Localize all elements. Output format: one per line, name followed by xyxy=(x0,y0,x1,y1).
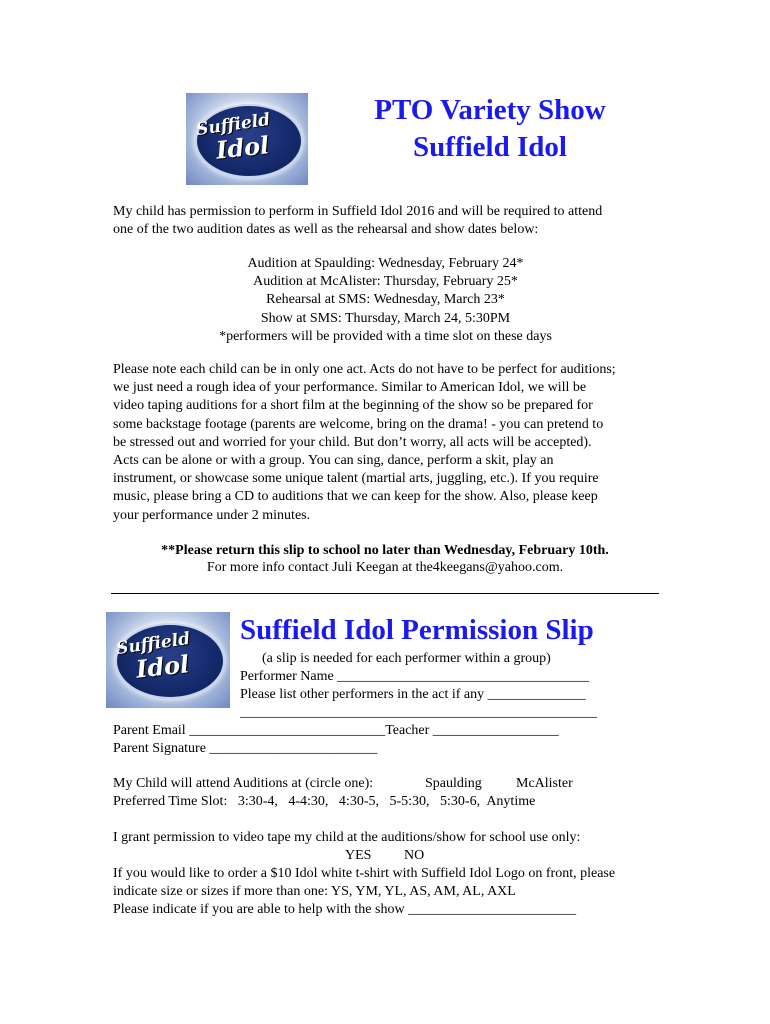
date-footnote: *performers will be provided with a time slot on these days xyxy=(219,328,552,344)
auditions-label: My Child will attend Auditions at (circle one): xyxy=(113,776,374,791)
note-line: some backstage footage (parents are welcome, bring on the drama! - you can pretend to xyxy=(113,416,604,432)
logo-text-idol: Idol xyxy=(214,130,271,165)
yes-option[interactable]: YES xyxy=(345,848,372,863)
note-line: Acts can be alone or with a group. You can sing, dance, perform a skit, play an xyxy=(113,453,554,469)
slip-subtitle: (a slip is needed for each performer within a group) xyxy=(262,651,551,666)
parent-email-teacher-field[interactable]: Parent Email ____________________________Teacher __________________ xyxy=(113,723,559,738)
return-note: **Please return this slip to school no later than Wednesday, February 10th. xyxy=(161,543,609,558)
date-item: Rehearsal at SMS: Wednesday, March 23* xyxy=(266,292,505,308)
audition-option-mcalister[interactable]: McAlister xyxy=(516,776,573,791)
slip-title: Suffield Idol Permission Slip xyxy=(240,614,594,646)
help-field[interactable]: Please indicate if you are able to help with the show ________________________ xyxy=(113,902,577,917)
logo-text-suffield: Suffield xyxy=(114,628,192,660)
page-subtitle: Suffield Idol xyxy=(413,131,567,163)
no-option[interactable]: NO xyxy=(404,848,425,863)
dates-list xyxy=(113,255,658,346)
suffield-idol-logo-small xyxy=(106,612,230,708)
parent-signature-field[interactable]: Parent Signature ________________________ xyxy=(113,741,378,756)
intro-line: My child has permission to perform in Suffield Idol 2016 and will be required to attend xyxy=(113,204,603,219)
other-performers-field[interactable]: Please list other performers in the act if any ______________ xyxy=(240,687,586,702)
other-performers-field-line2[interactable]: ___________________________________________________ xyxy=(240,705,597,720)
date-item: Audition at Spaulding: Wednesday, February 24* xyxy=(247,256,524,271)
note-paragraph xyxy=(113,361,673,525)
video-permission-text: I grant permission to video tape my child at the auditions/show for school use only: xyxy=(113,830,581,845)
page-title: PTO Variety Show xyxy=(374,94,606,126)
note-line: instrument, or showcase some unique talent (martial arts, juggling, etc.). If you require xyxy=(113,471,599,487)
intro-line: one of the two audition dates as well as the rehearsal and show dates below: xyxy=(113,222,539,238)
section-divider xyxy=(111,593,659,594)
logo-text-idol: Idol xyxy=(134,649,191,684)
note-line: video taping auditions for a short film at the beginning of the show so be prepared for xyxy=(113,398,593,414)
contact-info: For more info contact Juli Keegan at the4keegans@yahoo.com. xyxy=(206,560,564,575)
intro-text xyxy=(113,203,673,239)
date-item: Show at SMS: Thursday, March 24, 5:30PM xyxy=(260,310,511,326)
note-line: Please note each child can be in only one act. Acts do not have to be perfect for auditions; xyxy=(113,362,616,377)
note-line: your performance under 2 minutes. xyxy=(113,507,311,523)
date-item: Audition at McAlister: Thursday, February 25* xyxy=(253,274,518,290)
performer-name-field[interactable]: Performer Name ____________________________________ xyxy=(240,669,590,684)
note-line: music, please bring a CD to auditions that we can keep for the show. Also, please keep xyxy=(113,489,598,505)
suffield-idol-logo xyxy=(186,93,308,185)
audition-option-spaulding[interactable]: Spaulding xyxy=(425,776,482,791)
preferred-time-slot[interactable]: Preferred Time Slot: 3:30-4, 4-4:30, 4:30-5, 5-5:30, 5:30-6, Anytime xyxy=(113,794,536,809)
logo-text-suffield: Suffield xyxy=(194,109,272,141)
note-line: be stressed out and worried for your child. But don’t worry, all acts will be accepted). xyxy=(113,434,592,450)
note-line: we just need a rough idea of your performance. Similar to American Idol, we will be xyxy=(113,380,587,396)
tshirt-sizes-text[interactable]: indicate size or sizes if more than one: YS, YM, YL, AS, AM, AL, AXL xyxy=(113,884,516,899)
tshirt-order-text: If you would like to order a $10 Idol white t-shirt with Suffield Idol Logo on front, please xyxy=(113,866,616,881)
